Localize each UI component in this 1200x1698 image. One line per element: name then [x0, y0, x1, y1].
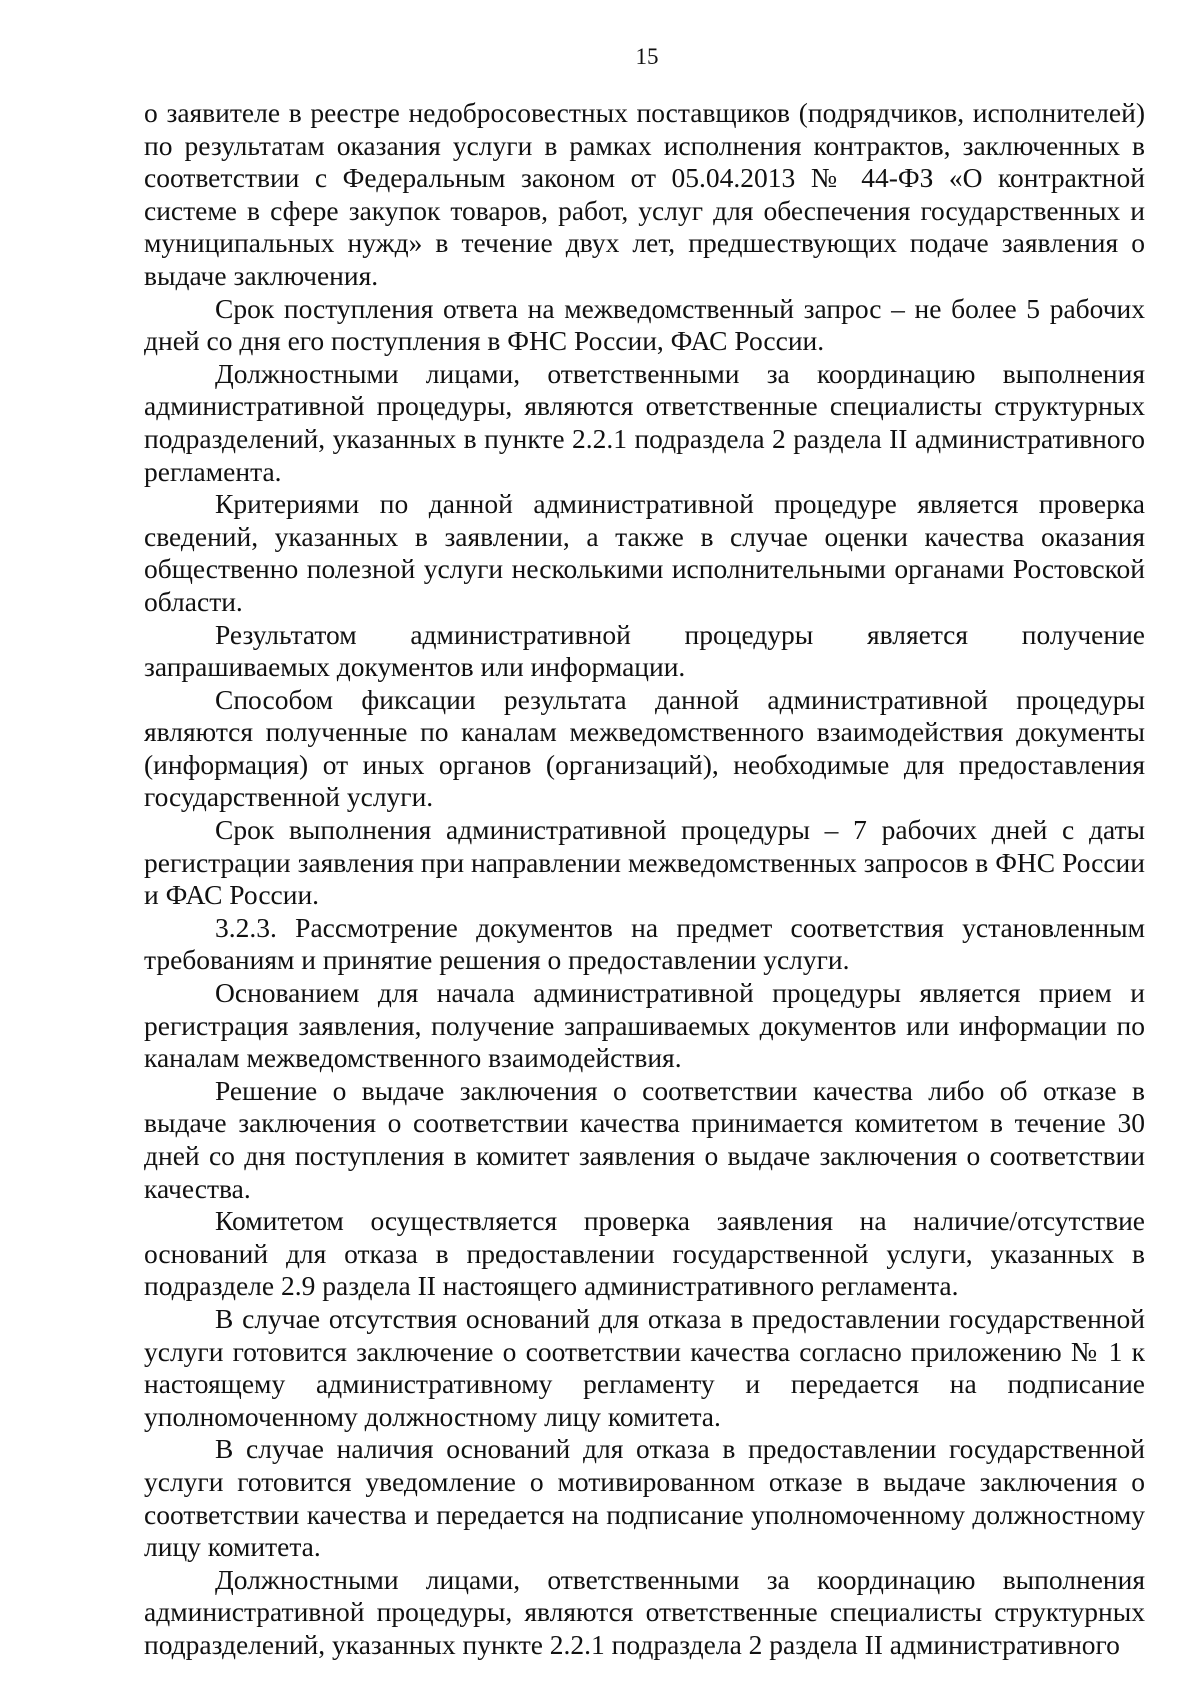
paragraph-no-grounds-case: В случае отсутствия оснований для отказа в предоставлении государственной услуги готовится заключение о соответствии качества согласно приложению № 1 к настоящему административному регламенту и передается на подписание уполномоченному должностному лицу комитета.: [144, 1302, 1145, 1432]
page-number: 15: [635, 44, 659, 69]
paragraph-section-3-2-3: 3.2.3. Рассмотрение документов на предмет соответствия установленным требованиям и принятие решения о предоставлении услуги.: [144, 911, 1145, 976]
paragraph-decision-term: Решение о выдаче заключения о соответствии качества либо об отказе в выдаче заключения о соответствии качества принимается комитетом в течение 30 дней со дня поступления в комитет заявления о выдаче заключения о соответствии качества.: [144, 1074, 1145, 1204]
paragraph-execution-term: Срок выполнения административной процедуры – 7 рабочих дней с даты регистрации заявления при направлении межведомственных запросов в ФНС России и ФАС России.: [144, 814, 1145, 911]
paragraph-result: Результатом административной процедуры является получение запрашиваемых документов или информации.: [144, 618, 1145, 683]
document-body: [144, 97, 1145, 1662]
paragraph-grounds-case: В случае наличия оснований для отказа в предоставлении государственной услуги готовится уведомление о мотивированном отказе в выдаче заключения о соответствии качества и передается на подписание уполномоченному должностному лицу комитета.: [144, 1433, 1145, 1563]
paragraph-criteria: Критериями по данной административной процедуре является проверка сведений, указанных в заявлении, а также в случае оценки качества оказания общественно полезной услуги несколькими исполнительными органами Ростовской области.: [144, 488, 1145, 617]
paragraph-responsible-officials: Должностными лицами, ответственными за координацию выполнения административной процедуры, являются ответственные специалисты структурных подразделений, указанных в пункте 2.2.1 подраздела 2 раздела II административного регламента.: [144, 357, 1145, 487]
paragraph-fixation-method: Способом фиксации результата данной административной процедуры являются полученные по каналам межведомственного взаимодействия документы (информация) от иных органов (организаций), необходимые для предоставления государственной услуги.: [144, 683, 1145, 813]
paragraph-procedure-basis: Основанием для начала административной процедуры является прием и регистрация заявления, получение запрашиваемых документов или информации по каналам межведомственного взаимодействия.: [144, 977, 1145, 1074]
paragraph-committee-check: Комитетом осуществляется проверка заявления на наличие/отсутствие оснований для отказа в предоставлении государственной услуги, указанных в подразделе 2.9 раздела II настоящего административного регламента.: [144, 1205, 1145, 1302]
paragraph-responsible-officials-2: Должностными лицами, ответственными за координацию выполнения административной процедуры, являются ответственные специалисты структурных подразделений, указанных пункте 2.2.1 подраздела 2 раздела II административного: [144, 1563, 1145, 1660]
paragraph-registry-continuation: о заявителе в реестре недобросовестных поставщиков (подрядчиков, исполнителей) по результатам оказания услуги в рамках исполнения контрактов, заключенных в соответствии с Федеральным законом от 05.04.2013 № 44-ФЗ «О контрактной системе в сфере закупок товаров, работ, услуг для обеспечения государственных и муниципальных нужд» в течение двух лет, предшествующих подаче заявления о выдаче заключения.: [144, 97, 1145, 291]
paragraph-response-deadline: Срок поступления ответа на межведомственный запрос – не более 5 рабочих дней со дня его поступления в ФНС России, ФАС России.: [144, 292, 1145, 357]
